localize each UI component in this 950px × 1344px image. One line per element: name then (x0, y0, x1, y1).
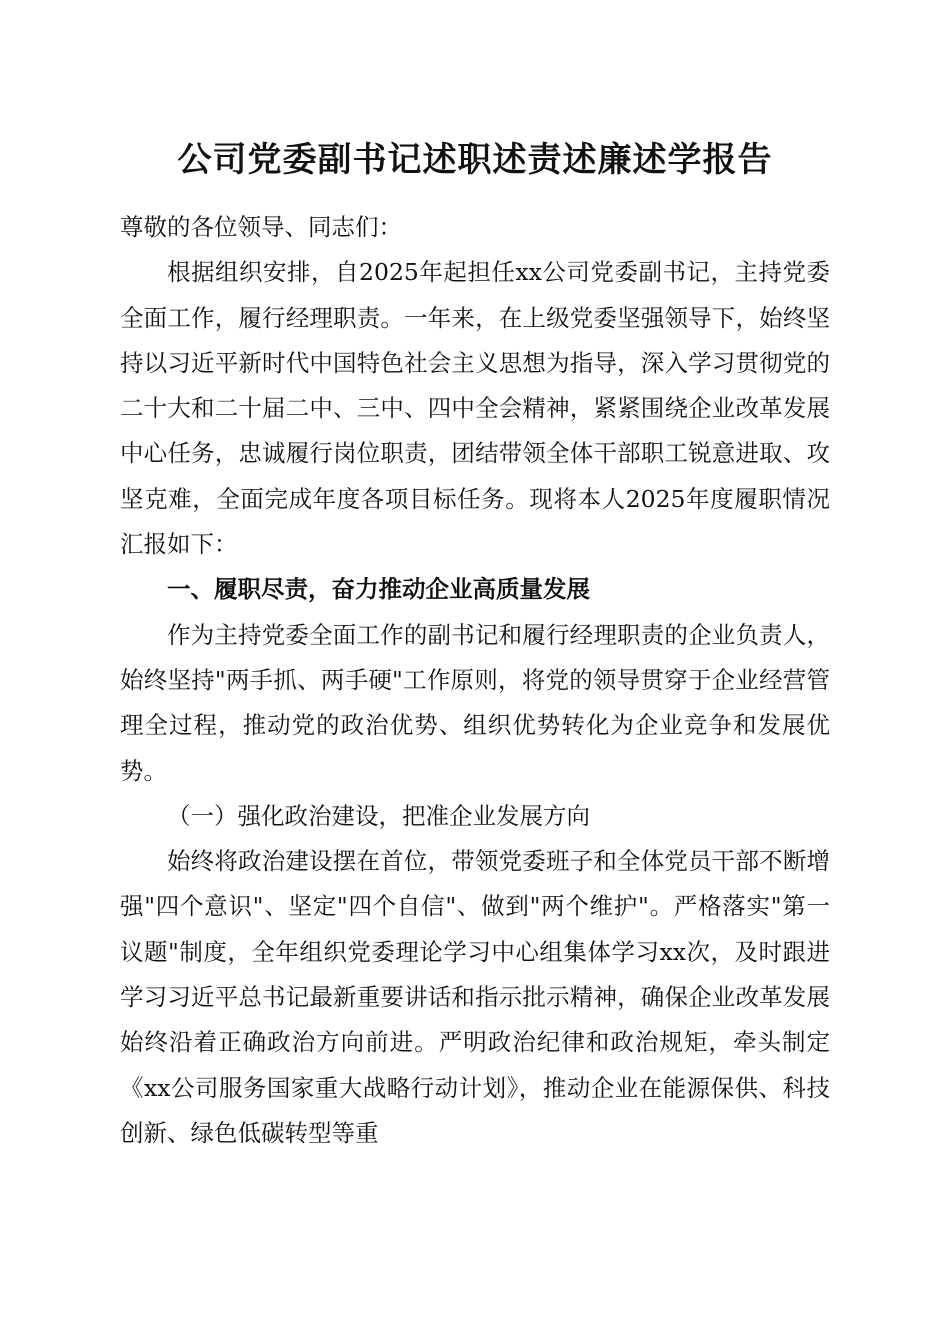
salutation: 尊敬的各位领导、同志们： (120, 213, 402, 241)
document-body (120, 205, 830, 1156)
intro-paragraph: 根据组织安排，自2025年起担任xx公司党委副书记，主持党委全面工作，履行经理职责。一年来，在上级党委坚强领导下，始终坚持以习近平新时代中国特色社会主义思想为指导，深入学习贯彻党的二十大和二十届二中、三中、四中全会精神，紧紧围绕企业改革发展中心任务，忠诚履行岗位职责，团结带领全体干部职工锐意进取、攻坚克难，全面完成年度各项目标任务。现将本人2025年度履职情况汇报如下： (120, 258, 830, 559)
subsection-heading-1: （一）强化政治建设，把准企业发展方向 (167, 801, 590, 830)
section-heading-1: 一、履职尽责，奋力推动企业高质量发展 (167, 575, 590, 604)
document-title: 公司党委副书记述职述责述廉述学报告 (177, 140, 773, 180)
subsection-1-paragraph: 始终将政治建设摆在首位，带领党委班子和全体党员干部不断增强"四个意识"、坚定"四个自信"、做到"两个维护"。严格落实"第一议题"制度，全年组织党委理论学习中心组集体学习xx次，及时跟进学习习近平总书记最新重要讲话和指示批示精神，确保企业改革发展始终沿着正确政治方向前进。严明政治纪律和政治规矩，牵头制定《xx公司服务国家重大战略行动计划》，推动企业在能源保供、科技创新、绿色低碳转型等重 (120, 847, 830, 1147)
section-1-paragraph: 作为主持党委全面工作的副书记和履行经理职责的企业负责人，始终坚持"两手抓、两手硬"工作原则，将党的领导贯穿于企业经营管理全过程，推动党的政治优势、组织优势转化为企业竞争和发展优势。 (120, 620, 830, 785)
